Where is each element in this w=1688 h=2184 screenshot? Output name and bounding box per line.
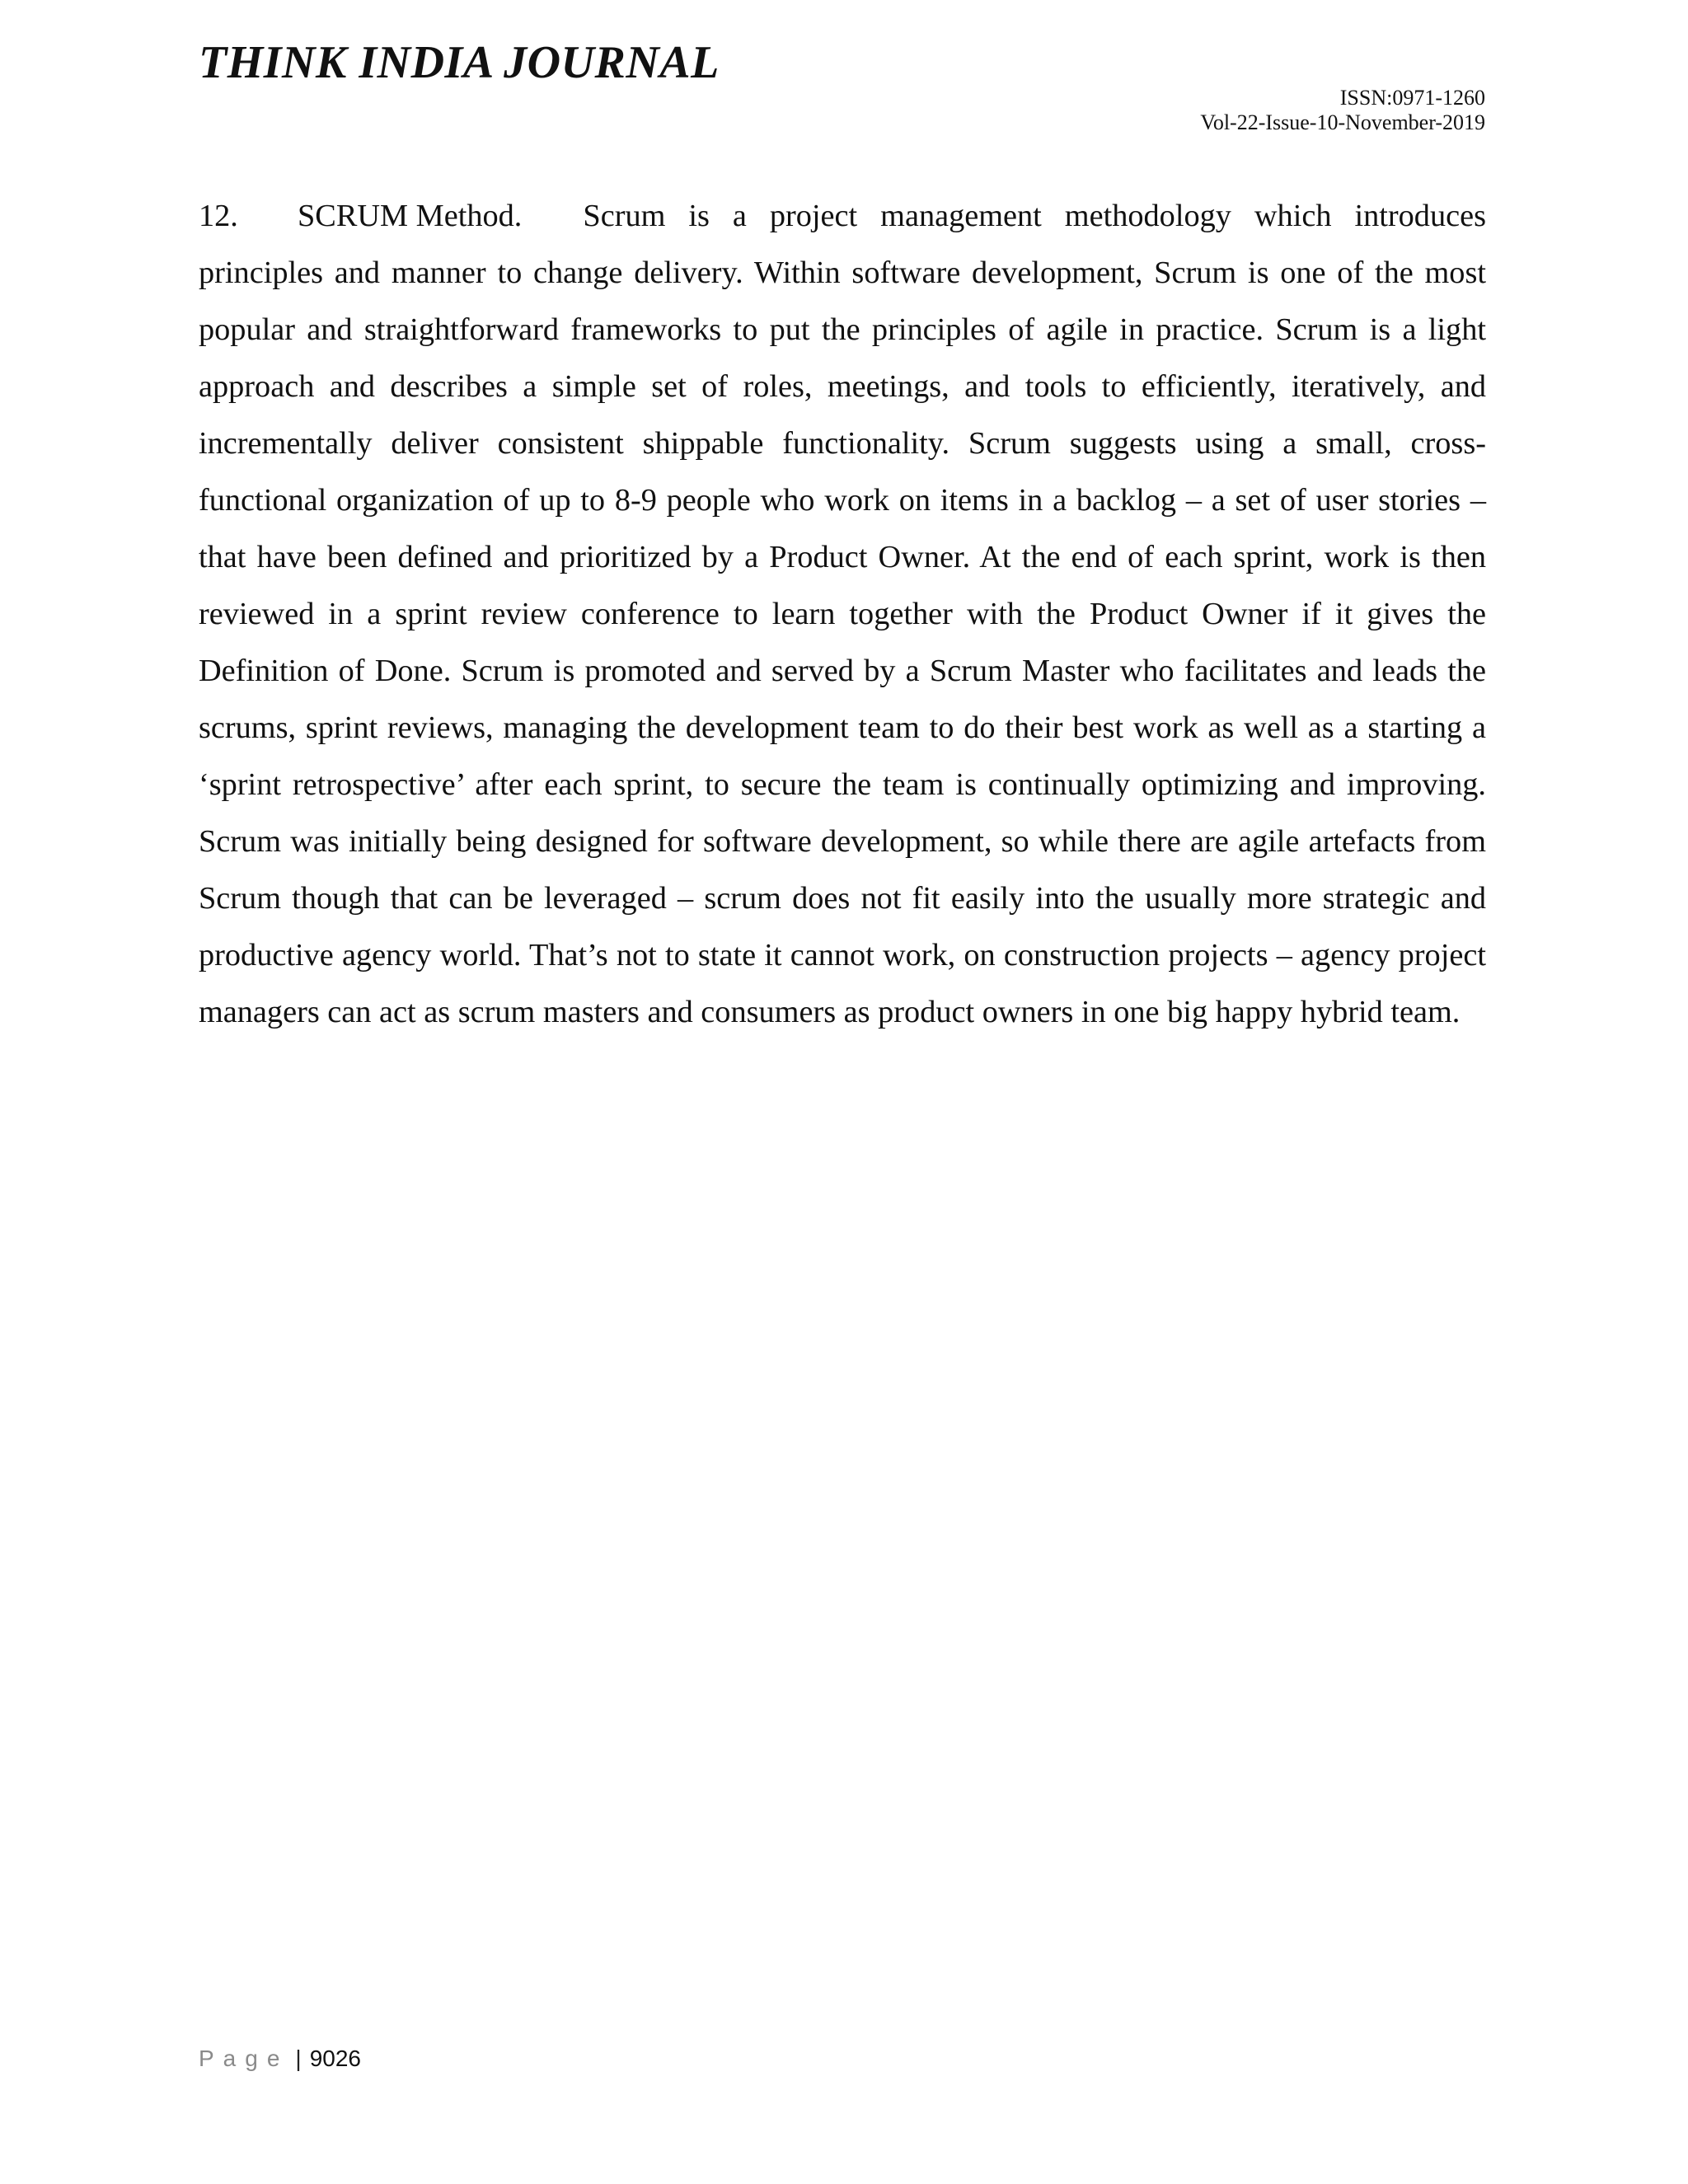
section-body: Scrum is a project management methodology which introduces principles and manner to change delivery. Within software development, Scrum is one of the most popular and straightforward frameworks to put the principles of agile in practice. Scrum is a light approach and describes a simple set of roles, meetings, and tools to efficiently, iteratively, and incrementally deliver consistent shippable functionality. Scrum suggests using a small, cross-functional organization of up to 8-9 people who work on items in a backlog – a set of user stories – that have been defined and prioritized by a Product Owner. At the end of each sprint, work is then reviewed in a sprint review conference to learn together with the Product Owner if it gives the Definition of Done. Scrum is promoted and served by a Scrum Master who facilitates and leads the scrums, sprint reviews, managing the development team to do their best work as well as a starting a ‘sprint retrospective’ after each sprint, to secure the team is continually optimizing and improving. Scrum was initially being designed for software development, so while there are agile artefacts from Scrum though that can be leveraged – scrum does not fit easily into the usually more strategic and productive agency world. That’s not to state it cannot work, on construction projects – agency project managers can act as scrum masters and consumers as product owners in one big happy hybrid team. — [199, 199, 1486, 1029]
footer-separator: | — [295, 2046, 302, 2071]
page-footer — [199, 2044, 361, 2074]
journal-title: THINK INDIA JOURNAL — [199, 37, 720, 88]
page-label: Page — [199, 2046, 289, 2071]
page-number: 9026 — [309, 2046, 361, 2071]
section-number: 12. — [199, 199, 238, 233]
issn-number: ISSN:0971-1260 — [1339, 86, 1485, 110]
volume-issue: Vol-22-Issue-10-November-2019 — [1200, 110, 1485, 134]
section-paragraph — [199, 188, 1486, 1041]
section-heading: SCRUM Method. — [298, 199, 523, 233]
issn-block — [1200, 86, 1485, 135]
